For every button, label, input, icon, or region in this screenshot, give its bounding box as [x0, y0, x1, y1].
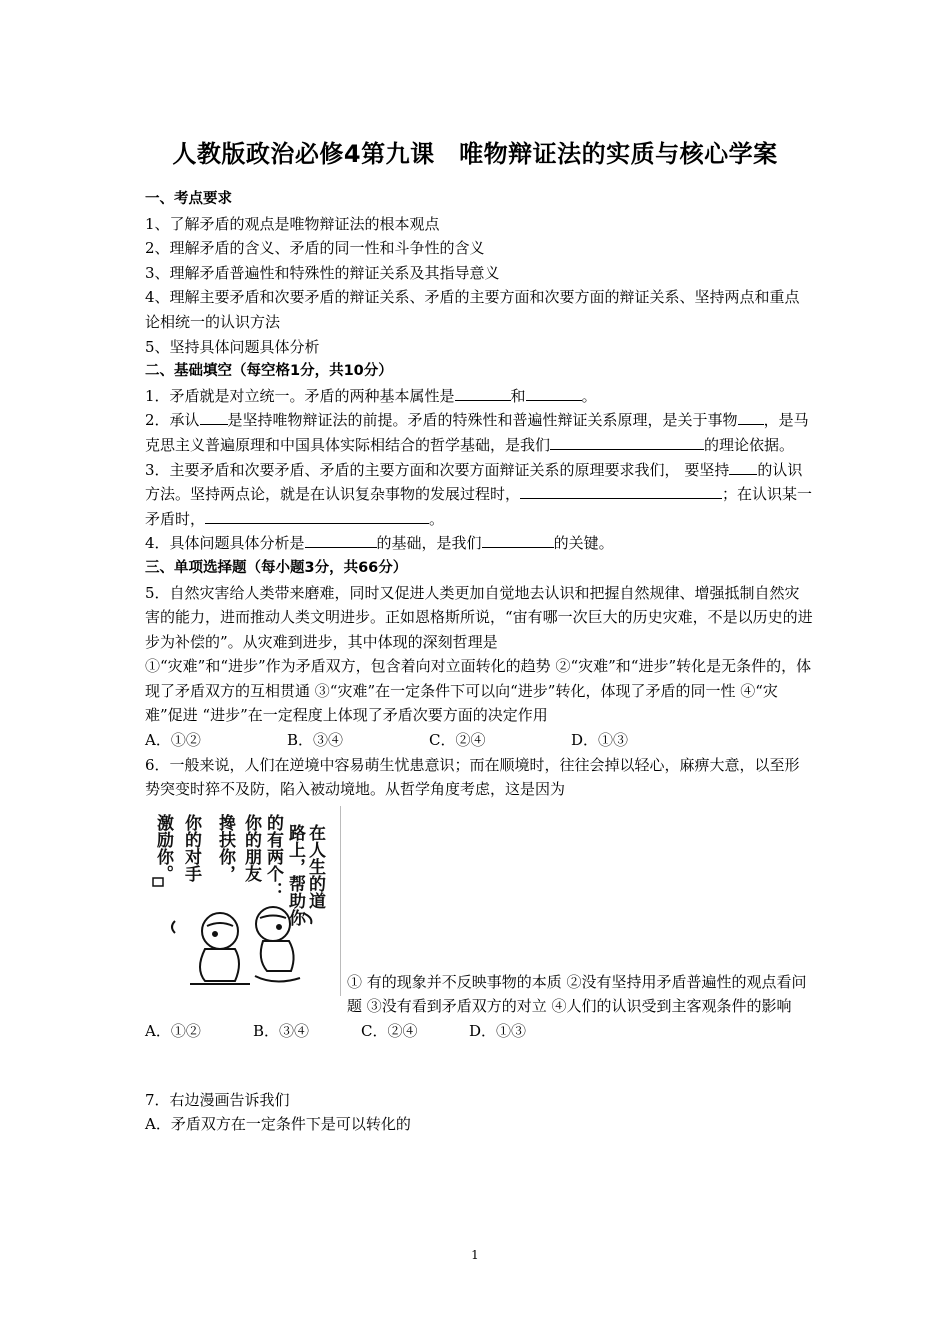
answer-blank[interactable]	[526, 384, 582, 401]
answer-blank[interactable]	[200, 408, 228, 425]
spacer	[145, 1044, 813, 1088]
question-5-statements: ①“灾难”和“进步”作为矛盾双方，包含着向对立面转化的趋势 ②“灾难”和“进步”转化是无条件的，体现了矛盾双方的互相贯通 ③“灾难”在一定条件下可以向“进步”转化，体现了矛盾的同一性 ④“灾难”促进 “进步”在一定程度上体现了矛盾次要方面的决定作用	[145, 657, 812, 725]
question-1: 1．矛盾就是对立统一。矛盾的两种基本属性是 和 。	[145, 384, 813, 409]
answer-blank[interactable]	[520, 482, 722, 499]
section-heading-fill-blank: 二、基础填空（每空格1分，共10分）	[145, 363, 393, 380]
requirement-item: 3、理解矛盾普遍性和特殊性的辩证关系及其指导意义	[145, 263, 500, 282]
question-6-options	[145, 1019, 813, 1044]
requirement-item: 5、坚持具体问题具体分析	[145, 337, 320, 356]
question-4: 4．具体问题具体分析是 的基础，是我们 的关键。	[145, 531, 813, 556]
comic-text: 的有两个：	[263, 813, 283, 899]
question-6-stem: 6．一般来说，人们在逆境中容易萌生忧患意识；而在顺境时，往往会掉以轻心，麻痹大意，以至形势突变时猝不及防，陷入被动境地。从哲学角度考虑，这是因为	[145, 755, 800, 799]
option-c[interactable]: C．②④	[429, 731, 486, 750]
document-body	[145, 187, 813, 1137]
option-a[interactable]: A．①②	[145, 731, 201, 750]
cartoon-image	[145, 806, 341, 996]
answer-blank[interactable]	[455, 384, 511, 401]
comic-text: 路上，帮助你	[285, 823, 305, 926]
page-title: 人教版政治必修4第九课 唯物辩证法的实质与核心学案	[172, 140, 778, 168]
option-d[interactable]: D．①③	[469, 1022, 527, 1041]
comic-text: 你的朋友	[241, 813, 261, 882]
question-6-statements: ① 有的现象并不反映事物的本质 ②没有坚持用矛盾普遍性的观点看问题 ③没有看到矛盾双方的对立 ④人们的认识受到主客观条件的影响	[347, 972, 807, 1016]
answer-blank[interactable]	[482, 531, 554, 548]
section-heading-requirements: 一、考点要求	[145, 191, 232, 207]
section-heading-choice: 三、单项选择题（每小题3分，共66分）	[145, 559, 408, 576]
page-number: 1	[471, 1248, 479, 1262]
option-a[interactable]: A．①②	[145, 1022, 201, 1041]
comic-text: 搀扶你，	[215, 813, 235, 882]
answer-blank[interactable]	[729, 458, 757, 475]
option-b[interactable]: B．③④	[253, 1022, 310, 1041]
requirement-item: 1、了解矛盾的观点是唯物辩证法的根本观点	[145, 214, 440, 233]
answer-blank[interactable]	[205, 507, 429, 524]
comic-text: 你的对手	[181, 813, 201, 882]
answer-blank[interactable]	[738, 408, 764, 425]
question-2: 2．承认 是坚持唯物辩证法的前提。矛盾的特殊性和普遍性辩证关系原理，是关于事物 ，是马克思主义普遍原理和中国具体实际相结合的哲学基础，是我们 的理论依据。	[145, 408, 813, 457]
option-a[interactable]: A．矛盾双方在一定条件下是可以转化的	[145, 1115, 411, 1134]
answer-blank[interactable]	[305, 531, 377, 548]
option-c[interactable]: C．②④	[361, 1022, 418, 1041]
comic-text: 激励你。	[153, 813, 173, 882]
option-b[interactable]: B．③④	[287, 731, 344, 750]
requirement-item: 2、理解矛盾的含义、矛盾的同一性和斗争性的含义	[145, 239, 485, 258]
answer-blank[interactable]	[550, 433, 704, 450]
comic-text: 在人生的道	[305, 823, 325, 909]
question-5-stem: 5．自然灾害给人类带来磨难，同时又促进人类更加自觉地去认识和把握自然规律、增强抵制自然灾害的能力，进而推动人类文明进步。正如恩格斯所说，“宙有哪一次巨大的历史灾难，不是以历史的进步为补偿的”。从灾难到进步，其中体现的深刻哲理是	[145, 583, 813, 651]
question-3: 3．主要矛盾和次要矛盾、矛盾的主要方面和次要方面辩证关系的原理要求我们， 要坚持 的认识方法。坚持两点论，就是在认识复杂事物的发展过程时， ；在认识某一矛盾时， 。	[145, 458, 813, 532]
option-d[interactable]: D．①③	[571, 731, 629, 750]
question-7-stem: 7．右边漫画告诉我们	[145, 1090, 290, 1109]
question-5-options	[145, 728, 813, 753]
requirement-item: 4、理解主要矛盾和次要矛盾的辩证关系、矛盾的主要方面和次要方面的辩证关系、坚持两点和重点论相统一的认识方法	[145, 288, 800, 331]
